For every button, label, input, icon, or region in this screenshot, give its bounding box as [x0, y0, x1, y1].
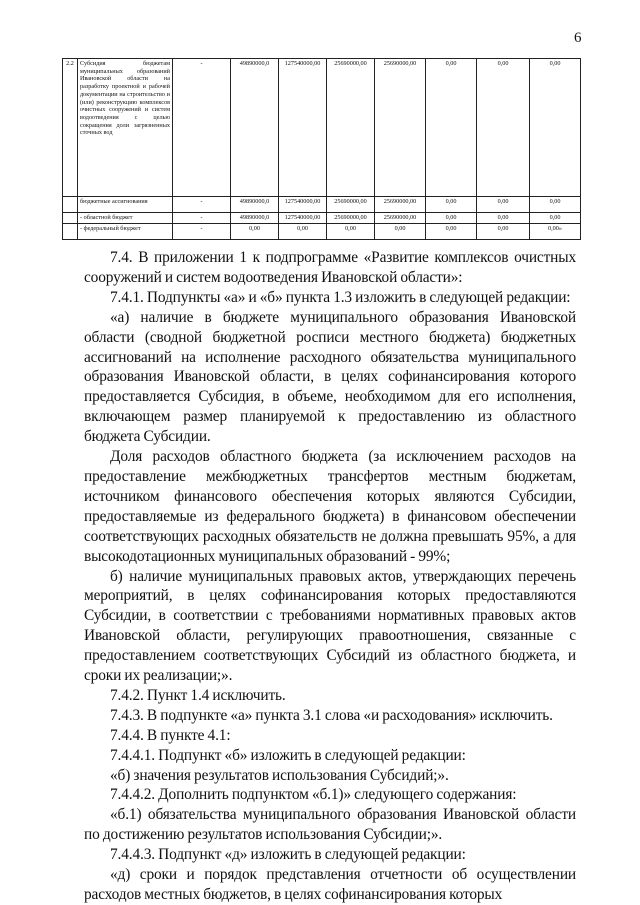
row-executor: - — [173, 197, 231, 213]
row-name: - федеральный бюджет — [78, 223, 173, 239]
paragraph: 7.4.1. Подпункты «а» и «б» пункта 1.3 изложить в следующей редакции: — [110, 288, 571, 306]
page-number: 6 — [574, 30, 582, 46]
row-number — [63, 213, 78, 224]
document-body — [84, 248, 576, 905]
value-cell: 25690000,00 — [375, 197, 426, 213]
value-cell: 0,00 — [327, 223, 375, 239]
paragraph: «б) значения результатов использования Субсидий;». — [110, 766, 449, 784]
value-cell: 0,00 — [530, 213, 581, 224]
value-cell: 0,00 — [530, 197, 581, 213]
paragraph: 7.4. В приложении 1 к подпрограмме «Развитие комплексов очистных сооружений и систем водоотведения Ивановской области»: — [84, 249, 576, 286]
paragraph: б) наличие муниципальных правовых актов, утверждающих перечень мероприятий, в целях софинансирования которых предоставляются Субсидии, в соответствии с требованиями нормативных правовых актов Ивановской области, регулирующих правоотношения, связанные с предоставлением соответствующих Субсидий из областного бюджета, и сроки их реализации;». — [84, 567, 576, 685]
value-cell: 127540000,00 — [279, 197, 327, 213]
paragraph: 7.4.2. Пункт 1.4 исключить. — [110, 686, 286, 704]
value-cell: 0,00 — [426, 59, 477, 197]
paragraph: 7.4.4.3. Подпункт «д» изложить в следующей редакции: — [110, 846, 466, 864]
table-row — [63, 59, 581, 197]
row-name: Субсидия бюджетам муниципальных образований Ивановской области на разработку проектной и рабочей документации на строительство и (или) реконструкцию комплексов очистных сооружений и систем водоотведения с целью сокращения доли загрязненных сточных вод — [78, 59, 173, 197]
value-cell: 0,00 — [530, 59, 581, 197]
value-cell: 0,00 — [231, 223, 279, 239]
value-cell: 49890000,0 — [231, 213, 279, 224]
value-cell: 0,00 — [477, 213, 530, 224]
value-cell: 0,00 — [477, 197, 530, 213]
value-cell: 25690000,00 — [327, 213, 375, 224]
value-cell: 0,00 — [279, 223, 327, 239]
value-cell: 0,00 — [477, 223, 530, 239]
row-executor: - — [173, 213, 231, 224]
value-cell: 49890000,0 — [231, 59, 279, 197]
paragraph: «а) наличие в бюджете муниципального образования Ивановской области (сводной бюджетной росписи местного бюджета) бюджетных ассигнований на исполнение расходного обязательства муниципального образования Ивановской области, в целях софинансирования которого предоставляется Субсидия, в объеме, необходимом для его исполнения, включающем размер планируемой к предоставлению из областного бюджета Субсидии. — [84, 308, 576, 446]
row-name: бюджетные ассигнования — [78, 197, 173, 213]
paragraph: 7.4.4.1. Подпункт «б» изложить в следующей редакции: — [110, 746, 466, 764]
row-executor: - — [173, 59, 231, 197]
paragraph: «д) сроки и порядок представления отчетности об осуществлении расходов местных бюджетов, в целях софинансирования которых — [84, 866, 576, 903]
value-cell: 49890000,0 — [231, 197, 279, 213]
value-cell: 0,00 — [477, 59, 530, 197]
paragraph: «б.1) обязательства муниципального образования Ивановской области по достижению результатов использования Субсидии;». — [84, 806, 576, 844]
value-cell: 127540000,00 — [279, 59, 327, 197]
row-number — [63, 223, 78, 239]
budget-table — [62, 58, 581, 240]
value-cell: 0,00 — [426, 213, 477, 224]
value-cell: 0,00 — [426, 197, 477, 213]
value-cell: 0,00 — [375, 223, 426, 239]
row-number — [63, 197, 78, 213]
row-executor: - — [173, 223, 231, 239]
value-cell: 127540000,00 — [279, 213, 327, 224]
table-row — [63, 223, 581, 239]
value-cell: 25690000,00 — [375, 59, 426, 197]
table-row — [63, 213, 581, 224]
value-cell: 25690000,00 — [327, 197, 375, 213]
paragraph: 7.4.3. В подпункте «а» пункта 3.1 слова «и расходования» исключить. — [110, 706, 553, 724]
value-cell: 0,00 — [426, 223, 477, 239]
row-number: 2.2 — [63, 59, 78, 197]
value-cell: 25690000,00 — [327, 59, 375, 197]
value-cell: 25690000,00 — [375, 213, 426, 224]
table-row — [63, 197, 581, 213]
paragraph: 7.4.4.2. Дополнить подпунктом «б.1)» следующего содержания: — [110, 786, 517, 804]
paragraph: Доля расходов областного бюджета (за исключением расходов на предоставление межбюджетных трансфертов местным бюджетам, источником финансового обеспечения которых являются Субсидии, предоставляемые из федерального бюджета) в финансовом обеспечении соответствующих расходных обязательств не должна превышать 95%, а для высокодотационных муниципальных образований - 99%; — [84, 448, 576, 565]
paragraph: 7.4.4. В пункте 4.1: — [110, 726, 231, 744]
row-name: - областной бюджет — [78, 213, 173, 224]
value-cell: 0,00» — [530, 223, 581, 239]
